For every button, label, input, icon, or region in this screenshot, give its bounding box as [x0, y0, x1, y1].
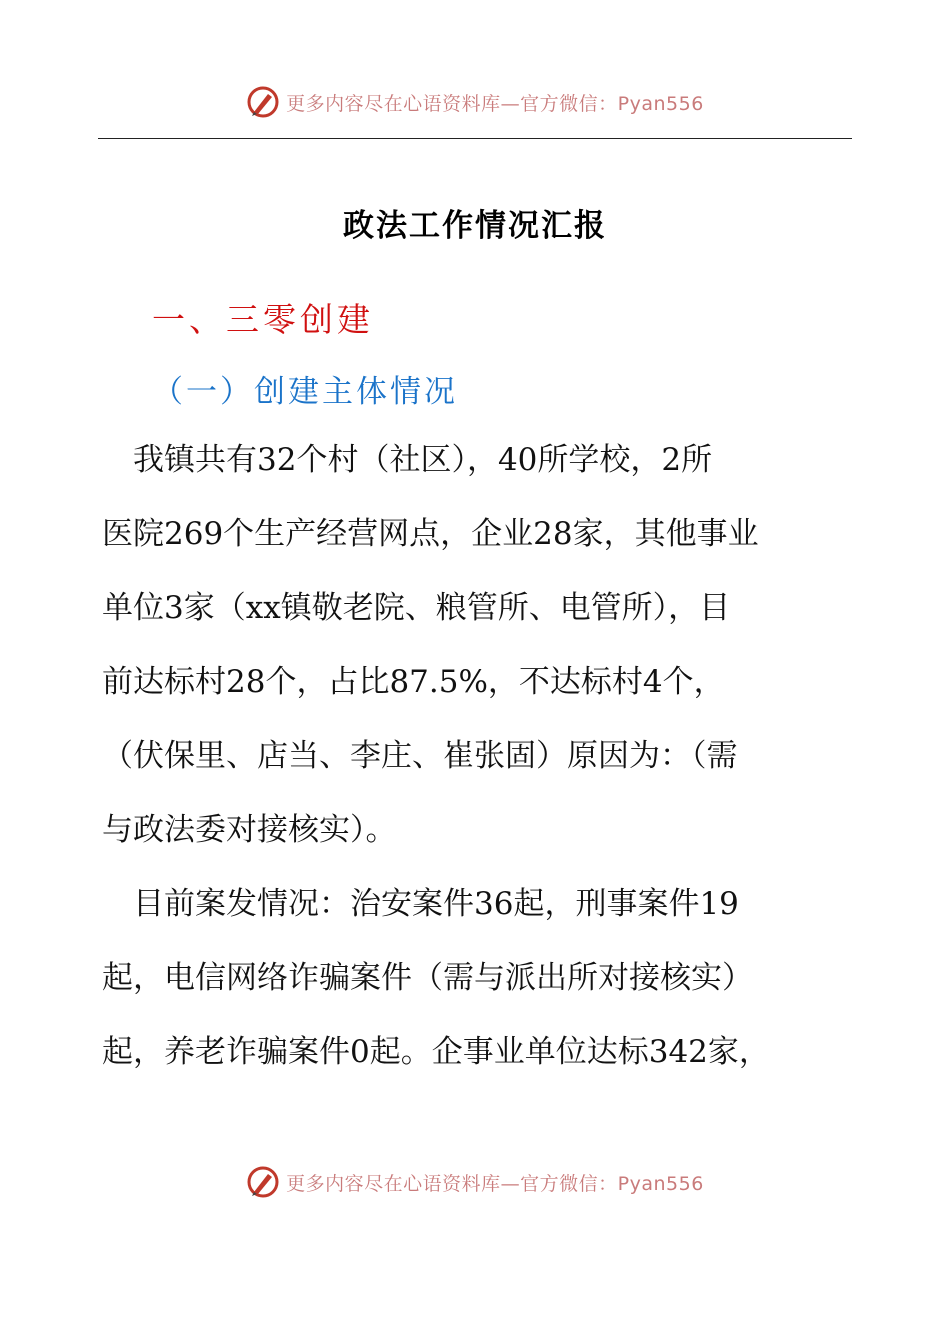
- body-line: 与政法委对接核实）。: [102, 812, 397, 848]
- watermark-banner-top: [0, 82, 950, 122]
- body-line: 单位3家（xx镇敬老院、粮管所、电管所），目: [102, 590, 731, 626]
- body-line: 前达标村28个，占比87.5%，不达标村4个，: [102, 664, 725, 700]
- subsection-heading: （一）创建主体情况: [152, 374, 458, 410]
- header-rule: [98, 138, 852, 139]
- watermark-text: 更多内容尽在心语资料库—官方微信：Pyan556: [286, 1172, 704, 1195]
- watermark-banner-bottom: [0, 1162, 950, 1202]
- document-title: 政法工作情况汇报: [343, 208, 607, 244]
- body-line: 目前案发情况：治安案件36起，刑事案件19: [102, 886, 739, 922]
- body-line: 起，养老诈骗案件0起。企事业单位达标342家，: [102, 1034, 770, 1070]
- body-line: （伏保里、店当、李庄、崔张固）原因为：（需: [102, 738, 738, 774]
- watermark-text: 更多内容尽在心语资料库—官方微信：Pyan556: [286, 92, 704, 115]
- pen-logo-icon: [246, 85, 280, 119]
- section-heading: 一、三零创建: [152, 300, 374, 339]
- body-line: 起，电信网络诈骗案件（需与派出所对接核实）: [102, 960, 753, 996]
- body-line: 医院269个生产经营网点，企业28家，其他事业: [102, 516, 759, 552]
- pen-logo-icon: [246, 1165, 280, 1199]
- body-line: 我镇共有32个村（社区），40所学校，2所: [102, 442, 713, 478]
